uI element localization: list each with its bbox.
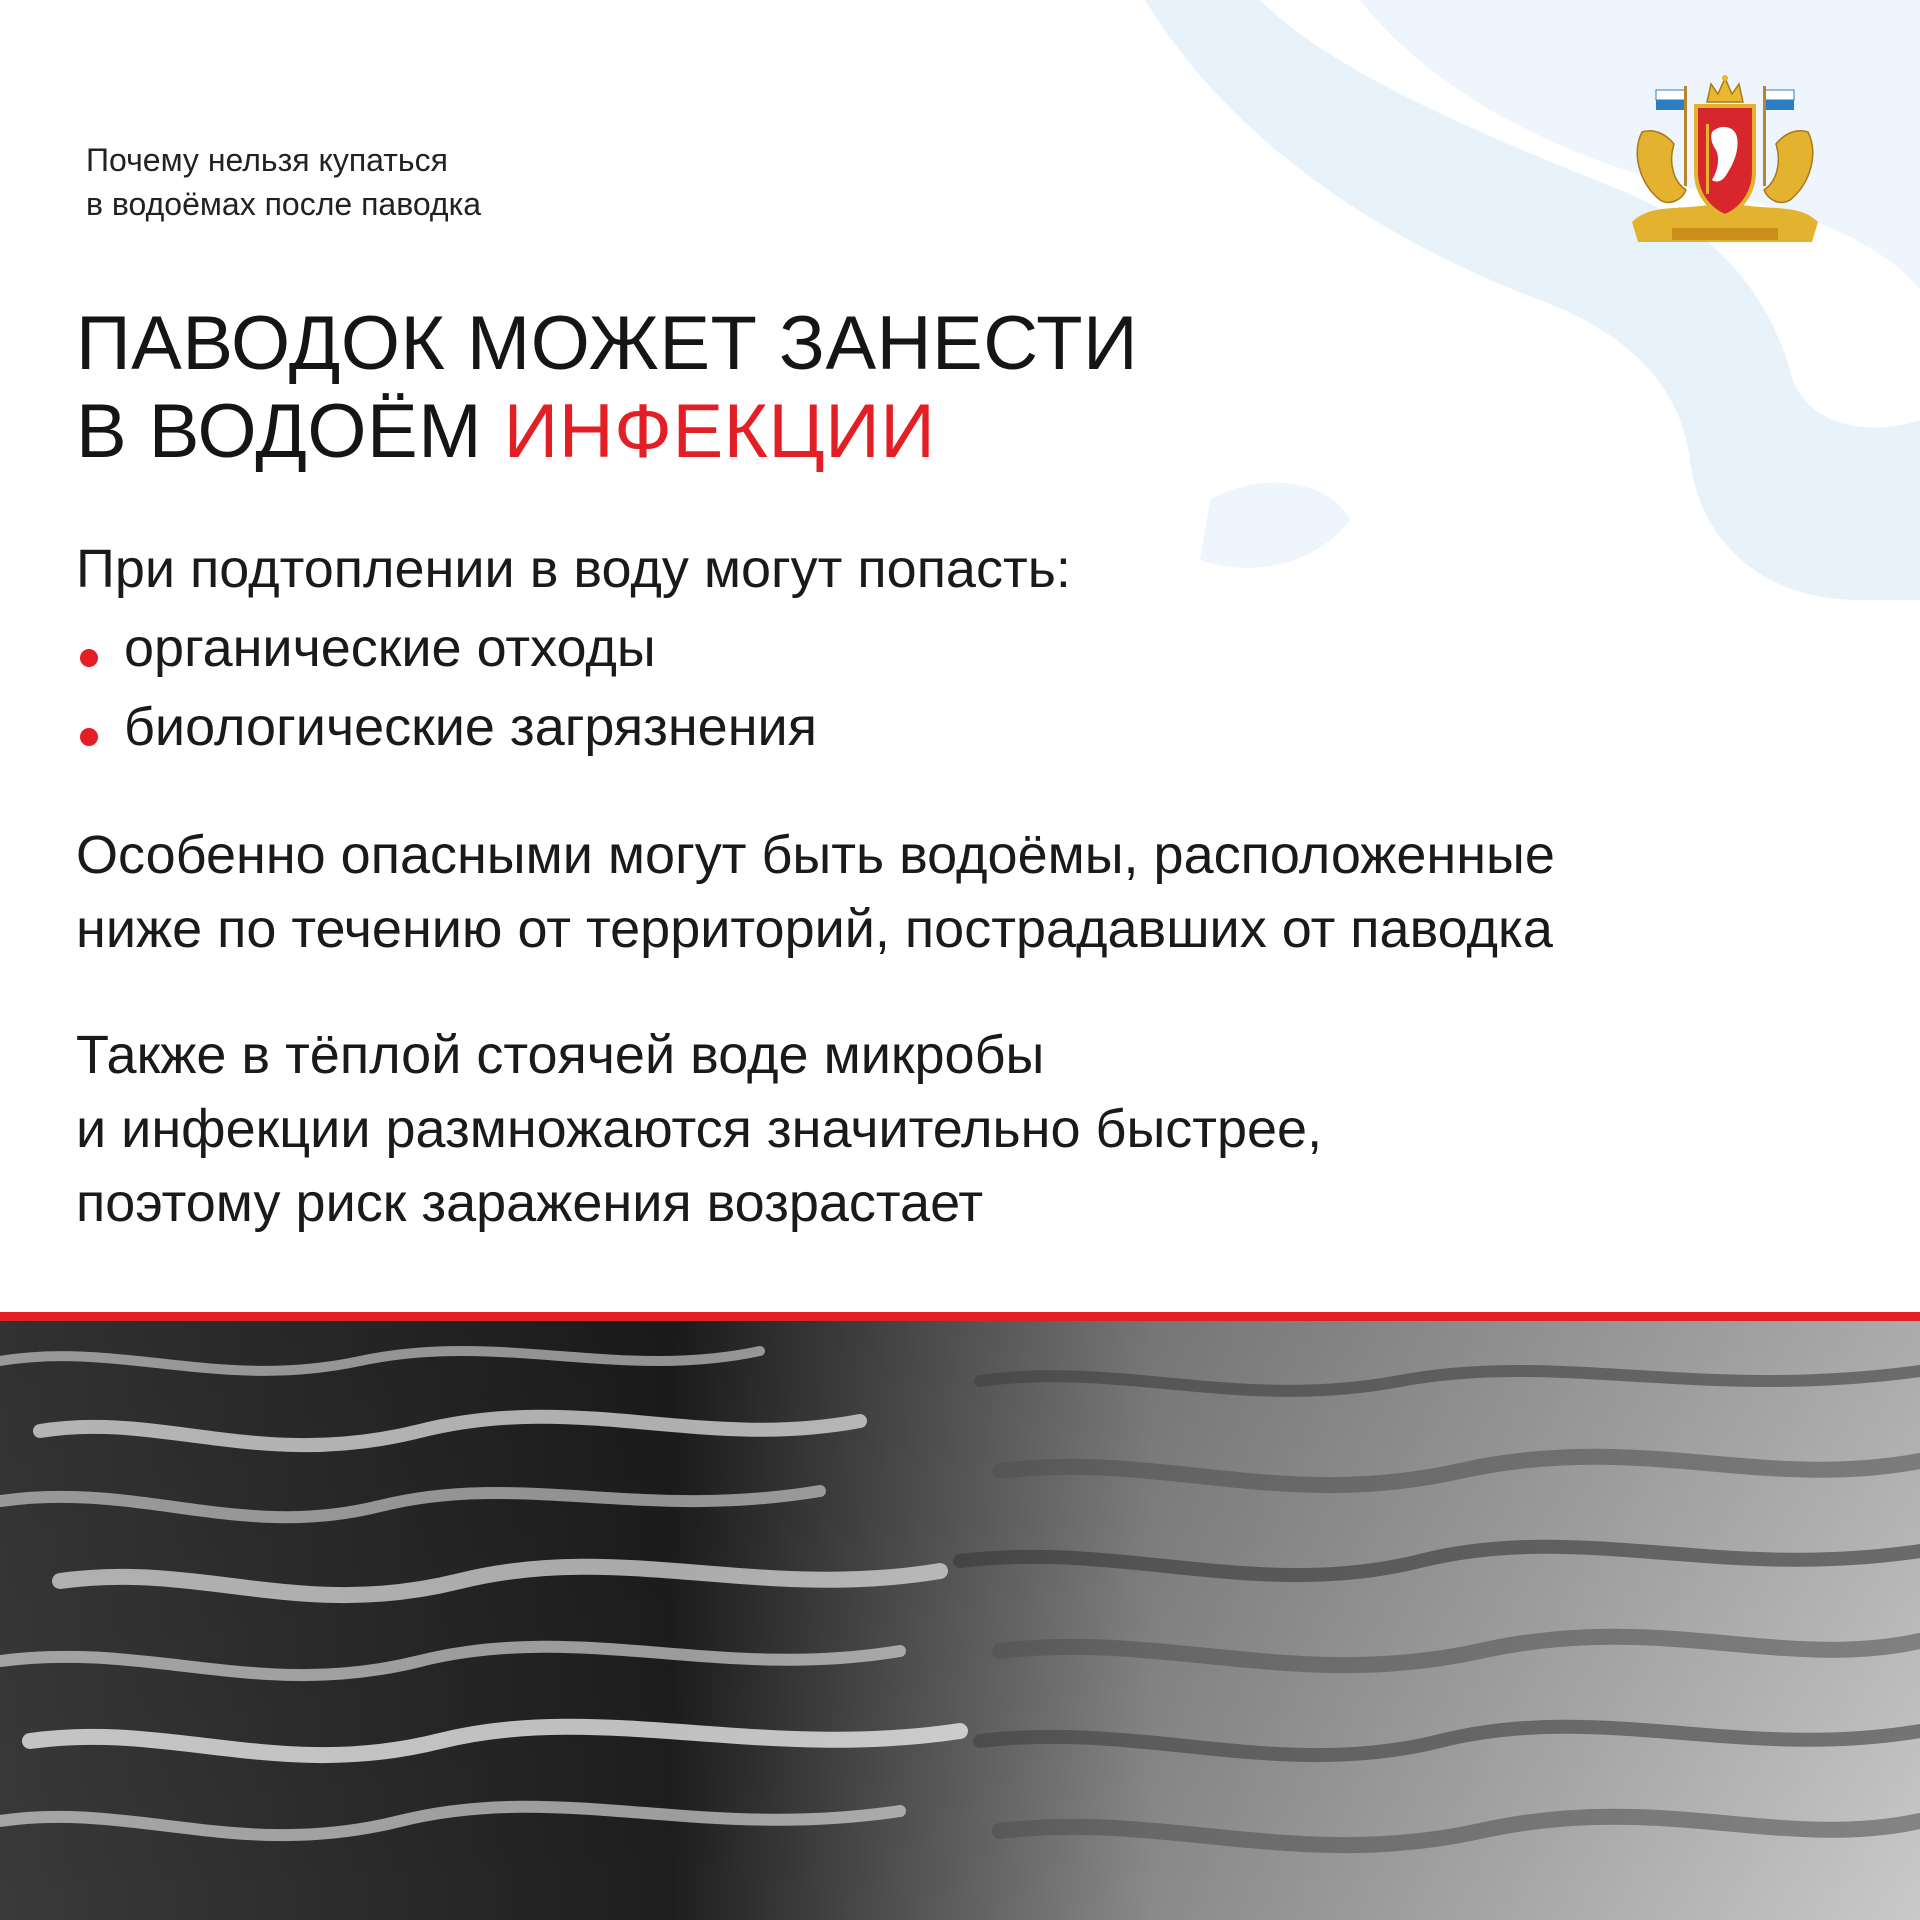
paragraph-line: и инфекции размножаются значительно быстрее,	[76, 1099, 1323, 1159]
headline	[76, 300, 1138, 476]
bullet-dot-icon	[80, 649, 98, 667]
list-item	[76, 611, 1071, 685]
coat-of-arms-icon	[1612, 72, 1838, 248]
list-item-text: органические отходы	[124, 618, 656, 678]
contaminants-section	[76, 532, 1071, 764]
list-item-text: биологические загрязнения	[124, 697, 817, 757]
kicker-line-1: Почему нельзя купаться	[86, 142, 448, 178]
paragraph-line: Также в тёплой стоячей воде микробы	[76, 1025, 1045, 1085]
accent-divider	[0, 1312, 1920, 1321]
kicker	[86, 138, 481, 226]
paragraph-line: ниже по течению от территорий, пострадавших от паводка	[76, 899, 1553, 959]
headline-prefix: В ВОДОЁМ	[76, 389, 504, 474]
contaminants-intro: При подтоплении в воду могут попасть:	[76, 539, 1071, 599]
warm-water-warning	[76, 1018, 1322, 1240]
paragraph-line: Особенно опасными могут быть водоёмы, расположенные	[76, 825, 1555, 885]
list-item	[76, 690, 1071, 764]
headline-accent: ИНФЕКЦИИ	[503, 389, 936, 474]
kicker-line-2: в водоёмах после паводка	[86, 186, 482, 222]
headline-line-1: ПАВОДОК МОЖЕТ ЗАНЕСТИ	[76, 301, 1139, 386]
headline-line-2	[76, 388, 1138, 476]
contaminants-list	[76, 611, 1071, 764]
downstream-warning	[76, 818, 1555, 966]
paragraph-line: поэтому риск заражения возрастает	[76, 1173, 984, 1233]
bullet-dot-icon	[80, 728, 98, 746]
water-surface-photo	[0, 1321, 1920, 1920]
